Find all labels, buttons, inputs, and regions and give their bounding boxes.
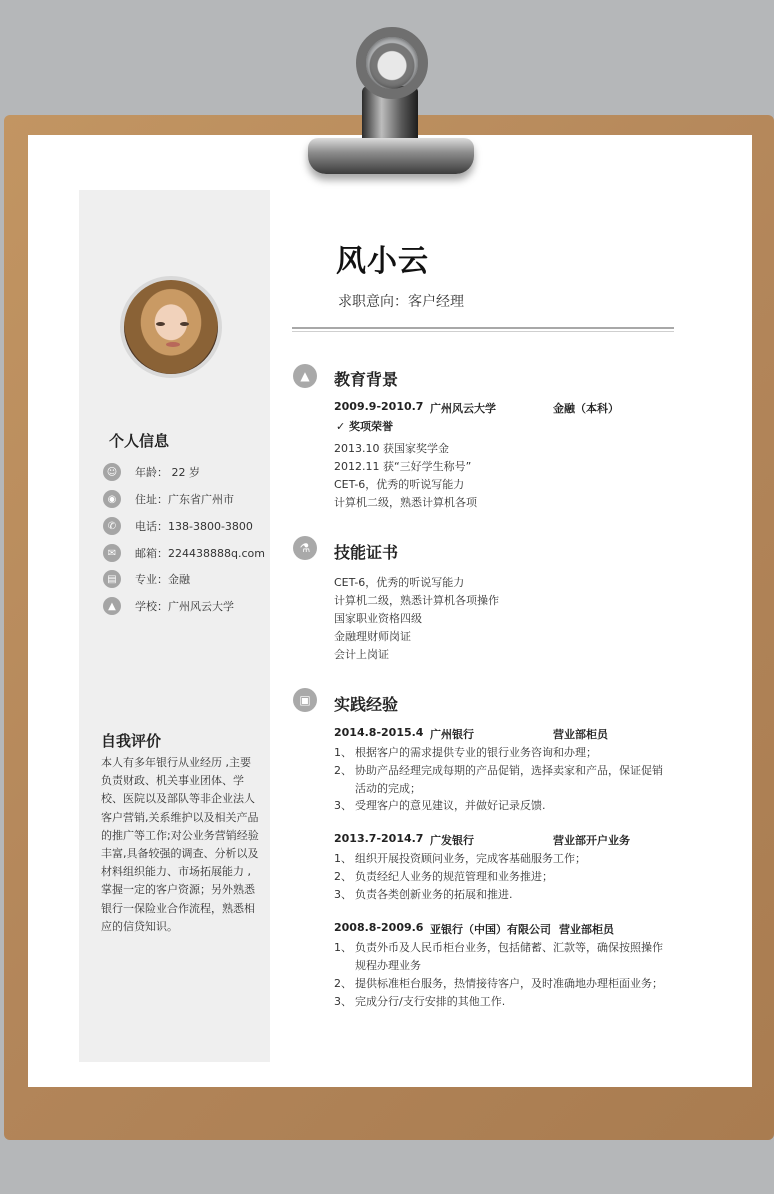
duty-text: 规程办理业务 [355,959,421,972]
skill-item: 金融理财师岗证 [334,630,411,643]
awards-title: ✓ 奖项荣誉 [336,420,394,433]
duty-number: 3、 [334,995,352,1008]
duty-text: 提供标准柜台服务，热情接待客户，及时准确地办理柜面业务； [355,977,663,990]
skill-item: 计算机二级，熟悉计算机各项操作 [334,594,499,607]
skill-item: 会计上岗证 [334,648,389,661]
duty-text: 活动的完成； [355,782,421,795]
info-title: 个人信息 [109,432,170,450]
job-role: 营业部开户业务 [553,834,630,847]
duty-text: 负责外币及人民币柜台业务，包括储蓄、汇款等，确保按照操作 [355,941,663,954]
duty-number: 2、 [334,870,352,883]
education-title: 教育背景 [334,370,399,389]
job-intent: 求职意向：客户经理 [338,294,464,310]
experience-title: 实践经验 [334,695,399,714]
location-icon: ◉ [103,490,121,508]
graduation-cap-icon: ▲ [293,364,317,388]
skill-item: CET-6，优秀的听说写能力 [334,576,465,589]
award-item: CET-6，优秀的听说写能力 [334,478,465,491]
skill-item: 国家职业资格四级 [334,612,422,625]
award-item: 2012.11 获“三好学生称号” [334,460,472,473]
job-role: 营业部柜员 [553,728,608,741]
info-row-email [103,544,265,562]
job-role: 营业部柜员 [559,923,614,936]
job-period: 2013.7-2014.7 [334,832,424,845]
job-period: 2008.8-2009.6 [334,921,424,934]
header-divider [292,327,674,332]
duty-number: 2、 [334,977,352,990]
info-row-phone [103,517,253,535]
duty-text: 受理客户的意见建议，并做好记录反馈. [355,799,546,812]
book-icon: ▤ [103,570,121,588]
info-phone: 电话：138-3800-3800 [135,520,253,533]
mail-icon: ✉ [103,544,121,562]
duty-number: 1、 [334,746,352,759]
job-company: 广州银行 [430,728,474,741]
person-icon: ☺ [103,463,121,481]
skills-title: 技能证书 [334,543,399,562]
graduation-cap-icon: ▲ [103,597,121,615]
info-row-address [103,490,234,508]
education-school: 广州风云大学 [430,402,496,415]
flask-icon: ⚗ [293,536,317,560]
duty-number: 3、 [334,799,352,812]
briefcase-icon: ▣ [293,688,317,712]
info-age: 年龄： 22 岁 [135,466,200,479]
duty-text: 组织开展投资顾问业务，完成客基础服务工作； [355,852,586,865]
phone-icon: ✆ [103,517,121,535]
duty-number: 3、 [334,888,352,901]
duty-text: 负责各类创新业务的拓展和推进. [355,888,513,901]
education-major: 金融（本科） [553,402,619,415]
job-company: 广发银行 [430,834,474,847]
clip-base [308,138,474,174]
info-row-school [103,597,234,615]
self-eval-title: 自我评价 [101,732,162,750]
duty-text: 完成分行/支行安排的其他工作. [355,995,506,1008]
info-email: 邮箱：224438888q.com [135,547,265,560]
duty-text: 根据客户的需求提供专业的银行业务咨询和办理； [355,746,597,759]
award-item: 计算机二级，熟悉计算机各项 [334,496,477,509]
duty-text: 负责经纪人业务的规范管理和业务推进； [355,870,553,883]
avatar [120,276,222,378]
job-company: 亚银行（中国）有限公司 [430,923,551,936]
resume-name: 风小云 [336,244,429,279]
self-eval-text: 本人有多年银行从业经历 ,主要负责财政、机关事业团体、学校、医院以及部队等非企业法人客户营销,关系维护以及相关产品的推广等工作;对公业务营销经验丰富,具备较强的调查、分析以及材料组织能力、市场拓展能力 ,掌握一定的客户资源；另外熟悉银行一保险业合作流程，熟悉相应的信贷知识。 [101,756,259,933]
info-row-major [103,570,190,588]
info-address: 住址：广东省广州市 [135,493,234,506]
duty-number: 1、 [334,852,352,865]
info-row-age [103,463,200,481]
duty-text: 协助产品经理完成每期的产品促销，选择卖家和产品，保证促销 [355,764,663,777]
info-major: 专业：金融 [135,573,190,586]
award-item: 2013.10 获国家奖学金 [334,442,449,455]
education-period: 2009.9-2010.7 [334,400,424,413]
job-period: 2014.8-2015.4 [334,726,424,739]
binder-clip-icon [356,27,428,99]
duty-number: 1、 [334,941,352,954]
duty-number: 2、 [334,764,352,777]
info-school: 学校：广州风云大学 [135,600,234,613]
